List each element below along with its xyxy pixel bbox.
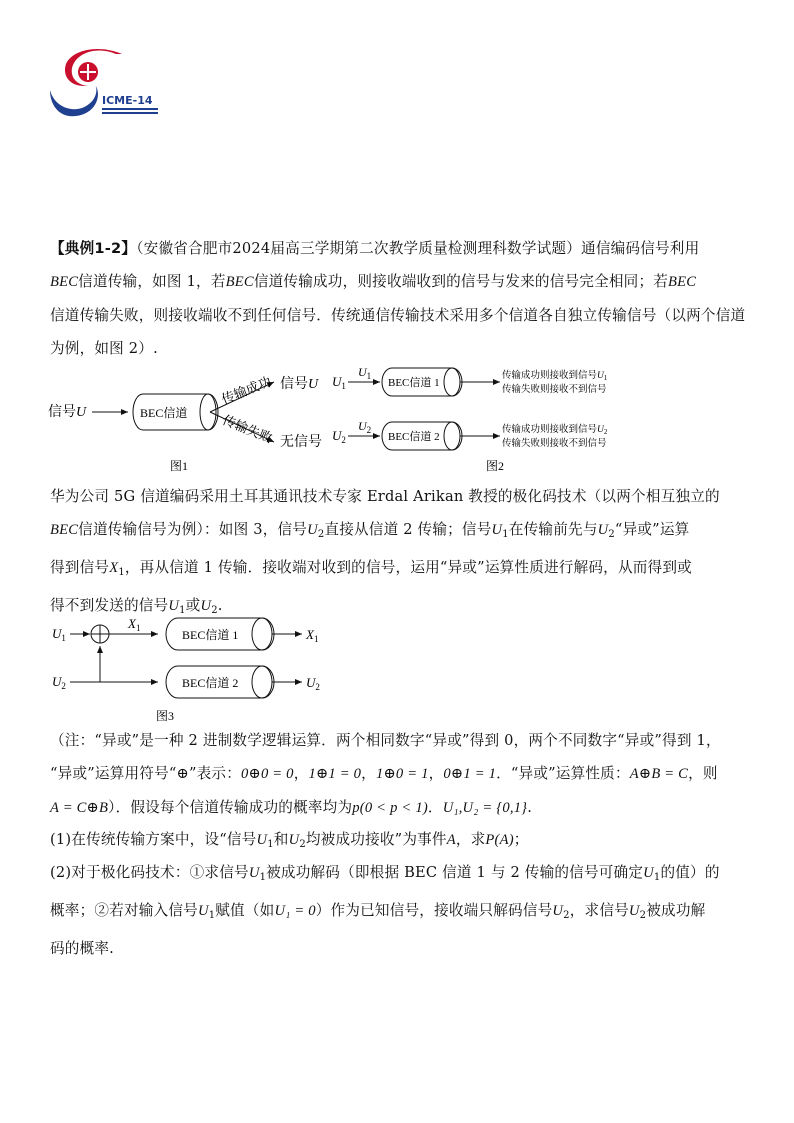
sub-2: 2 xyxy=(639,910,647,921)
para2-text-7: ，再从信道 1 传输．接收端对收到的信号，运用“异或”运算性质进行解码，从而得到或 xyxy=(124,559,692,576)
sub-1: 1 xyxy=(267,839,274,850)
figure-3 xyxy=(50,612,350,728)
para2-text-1: 华为公司 5G 信道编码采用土耳其通讯技术专家 Erdal Arikan 教授的极化码技术（以两个相互独立的 xyxy=(50,488,720,505)
var-u: U xyxy=(197,903,209,919)
var-u: U xyxy=(248,865,260,881)
fig1-output-fail: 无信号 xyxy=(280,435,322,450)
q1-text-3: 均被成功接收”为事件 xyxy=(305,831,447,848)
note-values: U₁,U₂ = {0,1} xyxy=(442,800,528,816)
var-u: U xyxy=(491,522,503,538)
figure-2 xyxy=(330,362,640,480)
q2-text-3: 的值）的 xyxy=(660,864,720,881)
fig1-success-label: 传输成功 xyxy=(219,373,274,407)
example-label: 【典例1-2】 xyxy=(50,240,137,257)
q2-text-1: (2)对于极化码技术：①求信号 xyxy=(50,864,249,881)
fig2-u1-arrow-label: $U_1$ xyxy=(358,365,372,381)
note-text-1: （注：“异或”是一种 2 进制数学逻辑运算．两个相同数字“异或”得到 0，两个不同数字“异或”得到 1， xyxy=(50,732,721,749)
fig1-input-label: 信号U xyxy=(48,405,87,420)
fig1-fail-label: 传输失败 xyxy=(220,412,275,446)
q2-text-4: 概率；②若对输入信号 xyxy=(50,902,198,919)
fig1-output-success: 信号U xyxy=(280,377,319,392)
note-eq-3: 1⊕0 = 1 xyxy=(375,766,429,782)
fig3-channel1-label: BEC信道 1 xyxy=(182,628,239,642)
var-u: U xyxy=(307,522,318,538)
q2-text-2: 被成功解码（即根据 BEC 信道 1 与 2 传输的信号可确定 xyxy=(266,864,644,881)
note-text-3: ．“异或”运算性质： xyxy=(496,765,630,782)
intro-text-2: 信道传输，如图 1，若 xyxy=(78,273,226,290)
fig2-caption: 图2 xyxy=(486,459,505,473)
fig1-channel-label: BEC信道 xyxy=(140,406,188,420)
para2-text-4: 在传输前先与 xyxy=(508,521,598,538)
fig3-out1-label: $X_1$ xyxy=(306,627,319,644)
intro-text-3: 信道传输成功，则接收端收到的信号与发来的信号完全相同；若 xyxy=(253,273,669,290)
fig2-result1-fail: 传输失败则接收不到信号 xyxy=(502,385,607,395)
note-prop-2: A = C⊕B xyxy=(50,800,109,816)
q2-text-9: 被成功解 xyxy=(646,902,706,919)
sub-1: 1 xyxy=(502,529,509,540)
var-u: U xyxy=(597,522,609,538)
logo-blue-swoosh xyxy=(50,86,98,116)
fig2-result2-success: 传输成功则接收到信号$U_2$ xyxy=(502,425,608,436)
sub-1: 1 xyxy=(118,567,125,578)
var-bec: BEC xyxy=(50,274,79,290)
q1-text-4: ，求 xyxy=(455,831,486,848)
q2-text-10: 码的概率. xyxy=(50,940,115,957)
var-bec: BEC xyxy=(668,274,697,290)
fig2-result2-fail: 传输失败则接收不到信号 xyxy=(502,439,607,449)
q1-text-1: (1)在传统传输方案中，设“信号 xyxy=(50,831,257,848)
fig3-channel2-label: BEC信道 2 xyxy=(182,676,239,690)
var-bec: BEC xyxy=(225,274,254,290)
var-u: U xyxy=(628,903,640,919)
note-text-6: . xyxy=(527,799,533,816)
q2-text-6: U₁ = 0 xyxy=(274,903,316,919)
note-eq-4: 0⊕1 = 1 xyxy=(443,766,497,782)
fig2-result1-success: 传输成功则接收到信号$U_1$ xyxy=(502,371,608,382)
var-u: U xyxy=(643,865,654,881)
sub-2: 2 xyxy=(211,605,218,616)
note-probability: p(0 < p < 1) xyxy=(352,800,428,816)
note-text-4: ，则 xyxy=(688,765,718,782)
icme-logo xyxy=(46,46,162,122)
example-paragraph xyxy=(50,232,756,365)
intro-text-1: 通信编码信号利用 xyxy=(581,240,700,257)
para2-text-9: 或 xyxy=(185,597,201,614)
q2-text-5: 赋值（如 xyxy=(215,902,275,919)
q1-text-2: 和 xyxy=(273,831,289,848)
fig3-x1-label: $X_1$ xyxy=(128,616,141,633)
fig3-u1-label: $U_1$ xyxy=(52,626,66,643)
fig2-u2-label: $U_2$ xyxy=(332,428,346,445)
var-bec: BEC xyxy=(50,522,79,538)
para2-text-2: 信道传输信号为例）：如图 3，信号 xyxy=(78,521,308,538)
var-x: X xyxy=(109,560,119,576)
fig3-u2-label: $U_2$ xyxy=(52,674,66,691)
q1-text-5: ； xyxy=(513,831,529,848)
var-u: U xyxy=(200,598,212,614)
sub-1: 1 xyxy=(208,910,216,921)
para2-text-8: 得不到发送的信号 xyxy=(50,597,169,614)
var-u: U xyxy=(288,832,300,848)
note-paragraph: （注：“异或”是一种 2 进制数学逻辑运算．两个相同数字“异或”得到 0，两个不同数字“异或”得到 1， “异或”运算用符号“⊕”表示：0⊕0 = 0，1⊕1 = 0，1⊕0 = 1，0⊕1 = 1．“异或”运算性质：A⊕B = C，则 A = C⊕B）．假设每个信道传输成功的概率均为p(0 < p < 1)．U₁,U₂ = {0,1}. xyxy=(50,732,721,816)
sub-1: 1 xyxy=(653,872,661,883)
polar-code-paragraph xyxy=(50,480,756,627)
sub-2: 2 xyxy=(608,529,615,540)
note-text-2: “异或”运算用符号“⊕”表示： xyxy=(50,765,242,782)
q2-text-8: ，求信号 xyxy=(569,902,629,919)
var-a: A xyxy=(446,832,456,848)
var-pa: P(A) xyxy=(485,832,514,848)
note-eq-1: 0⊕0 = 0 xyxy=(241,766,294,782)
fig2-u1-label: $U_1$ xyxy=(332,374,346,391)
para2-text-6: 得到信号 xyxy=(50,559,110,576)
fig3-out2-label: $U_2$ xyxy=(306,675,320,692)
var-u: U xyxy=(168,598,180,614)
sub-2: 2 xyxy=(317,529,325,540)
q2-text-7: ）作为已知信号，接收端只解码信号 xyxy=(315,902,553,919)
intro-text-4: 信道传输失败，则接收端收不到任何信号．传统通信传输技术采用多个信道各自独立传输信号（以两个信道为例，如图 2）. xyxy=(50,307,746,357)
question-2 xyxy=(50,856,756,965)
para2-text-5: “异或”运算 xyxy=(614,521,690,538)
sub-2: 2 xyxy=(563,910,570,921)
note-eq-2: 1⊕1 = 0 xyxy=(308,766,362,782)
fig1-caption: 图1 xyxy=(170,459,189,473)
example-source: （安徽省合肥市2024届高三学期第二次教学质量检测理科数学试题） xyxy=(136,240,582,257)
var-u: U xyxy=(552,903,564,919)
fig2-channel2-label: BEC信道 2 xyxy=(388,431,440,443)
note-text-5: ）．假设每个信道传输成功的概率均为 xyxy=(108,799,353,816)
logo-text: ICME-14 xyxy=(102,94,153,107)
sub-2: 2 xyxy=(299,839,306,850)
fig2-u2-arrow-label: $U_2$ xyxy=(358,419,372,435)
sub-1: 1 xyxy=(259,872,267,883)
para2-text-10: . xyxy=(217,597,223,614)
note-prop-1: A⊕B = C xyxy=(629,766,689,782)
fig2-channel1-label: BEC信道 1 xyxy=(388,377,440,389)
fig3-caption: 图3 xyxy=(156,709,175,723)
var-u: U xyxy=(256,832,268,848)
sub-1: 1 xyxy=(179,605,186,616)
figure-1 xyxy=(48,368,328,484)
para2-text-3: 直接从信道 2 传输；信号 xyxy=(324,521,492,538)
